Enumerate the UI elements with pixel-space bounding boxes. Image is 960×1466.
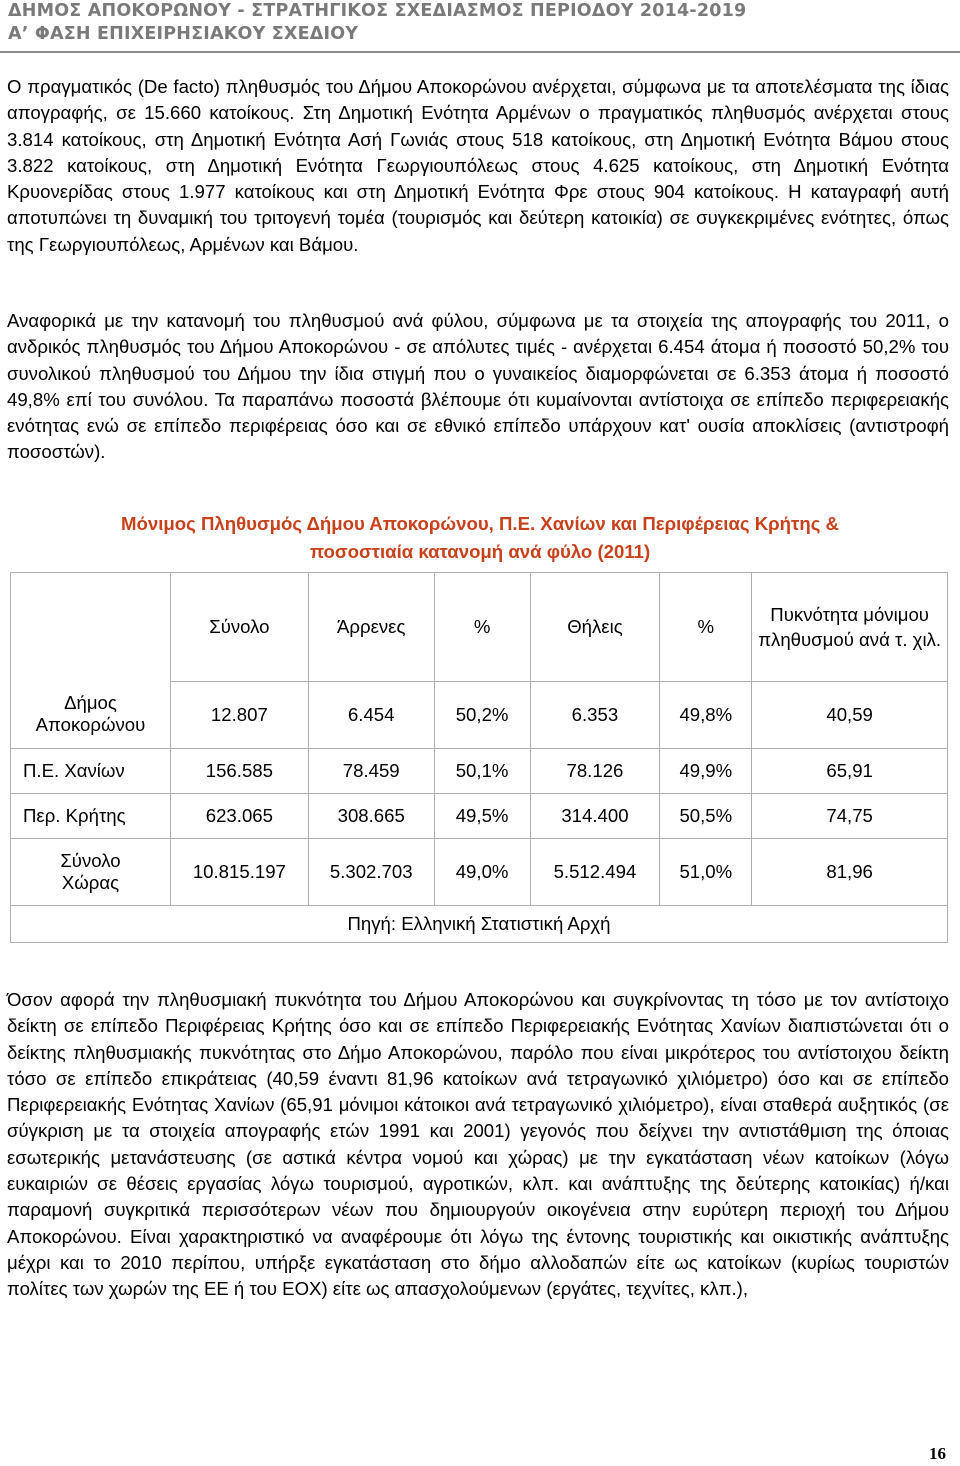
cell-female-pct: 49,9% xyxy=(660,748,752,793)
row-label: Σύνολο Χώρας xyxy=(11,838,171,905)
table-row xyxy=(11,793,948,838)
cell-male: 78.459 xyxy=(308,748,434,793)
population-table xyxy=(10,572,948,943)
cell-total: 10.815.197 xyxy=(170,838,308,905)
table-title-line1: Μόνιμος Πληθυσμός Δήμου Αποκορώνου, Π.Ε. Χανίων και Περιφέρειας Κρήτης & xyxy=(121,513,839,534)
cell-density: 74,75 xyxy=(752,793,948,838)
row-label: Π.Ε. Χανίων xyxy=(11,748,171,793)
table-header-row xyxy=(11,573,948,682)
table-row xyxy=(11,748,948,793)
cell-male-pct: 49,0% xyxy=(434,838,530,905)
table-source: Πηγή: Ελληνική Στατιστική Αρχή xyxy=(11,905,948,942)
cell-density: 65,91 xyxy=(752,748,948,793)
header-divider xyxy=(0,51,960,53)
header-subtitle: Α’ ΦΑΣΗ ΕΠΙΧΕΙΡΗΣΙΑΚΟΥ ΣΧΕΔΙΟΥ xyxy=(8,24,359,44)
cell-female: 314.400 xyxy=(530,793,660,838)
paragraph-population-density: Όσον αφορά την πληθυσμιακή πυκνότητα του Δήμου Αποκορώνου και συγκρίνοντας τη τόσο με τον αντίστοιχο δείκτη σε επίπεδο Περιφέρειας Κρήτης όσο και σε επίπεδο Περιφερειακής Ενότητας Χανίων διαπιστώνεται ότι ο δείκτης πληθυσμιακής πυκνότητας στο Δήμο Αποκορώνου, παρόλο που είναι μικρότερος του αντίστοιχου δείκτη τόσο σε επίπεδο επικράτειας (40,59 έναντι 81,96 κατοίκων ανά τετραγωνικό χιλιόμετρο) όσο και σε επίπεδο Περιφερειακής Ενότητας Χανίων (65,91 μόνιμοι κάτοικοι ανά τετραγωνικό χιλιόμετρο), είναι σταθερά αυξητικός (σε σύγκριση με τα στοιχεία απογραφής ετών 1991 και 2001) γεγονός που δείχνει την αντιστάθμιση της όποιας εσωτερικής μετανάστευσης (σε αστικά κέντρα νομού και χώρας) με την εγκατάσταση νέων κατοίκων (λόγω ευκαιριών σε θέσεις εργασίας λόγω τουρισμού, αγροτικών, κλπ. και ανάπτυξης της δεύτερης κατοικίας) ή/και παραμονή συγκριτικά περισσότερων νέων που δημιουργούν οικογένεια στην ευρύτερη περιοχή του Δήμου Αποκορώνου. Είναι χαρακτηριστικό να αναφέρουμε ότι λόγω της έντονης τουριστικής και οικιστικής ανάπτυξης μέχρι και το 2010 περίπου, υπήρξε εγκατάσταση στο δήμο αλλοδαπών είτε ως κατοίκων (κυρίως τουριστών πολίτες των χωρών της ΕΕ ή του ΕΟΧ) είτε ως απασχολούμενων (εργάτες, τεχνίτες, κλπ.), xyxy=(7,989,949,1300)
col-header-total: Σύνολο xyxy=(170,573,308,682)
row-label: Δήμος Αποκορώνου xyxy=(11,681,171,748)
cell-female: 6.353 xyxy=(530,681,660,748)
document-header xyxy=(8,0,948,46)
cell-male-pct: 50,1% xyxy=(434,748,530,793)
cell-total: 623.065 xyxy=(170,793,308,838)
cell-density: 81,96 xyxy=(752,838,948,905)
header-title: ΔΗΜΟΣ ΑΠΟΚΟΡΩΝΟΥ - ΣΤΡΑΤΗΓΙΚΟΣ ΣΧΕΔΙΑΣΜΟΣ ΠΕΡΙΟΔΟΥ 2014-2019 xyxy=(8,1,747,21)
page-number: 16 xyxy=(929,1444,946,1463)
paragraph-gender-distribution: Αναφορικά με την κατανομή του πληθυσμού ανά φύλου, σύμφωνα με τα στοιχεία της απογραφής του 2011, ο ανδρικός πληθυσμός του Δήμου Αποκορώνου - σε απόλυτες τιμές - ανέρχεται 6.454 άτομα ή ποσοστό 50,2% του συνολικού πληθυσμού του Δήμου την ίδια στιγμή που ο γυναικείος διαμορφώνεται σε 6.353 άτομα ή ποσοστό 49,8% επί του συνόλου. Τα παραπάνω ποσοστά βλέπουμε ότι κυμαίνονται αντίστοιχα σε επίπεδο περιφερειακής ενότητας ενώ σε επίπεδο περιφέρειας όσο και σε εθνικό επίπεδο υπάρχουν κατ' ουσία αποκλίσεις (αντιστροφή ποσοστών). xyxy=(7,310,949,463)
col-header-male: Άρρενες xyxy=(308,573,434,682)
header-empty-cell xyxy=(11,573,171,682)
cell-male-pct: 50,2% xyxy=(434,681,530,748)
cell-female: 78.126 xyxy=(530,748,660,793)
table-title xyxy=(40,510,920,566)
cell-male: 308.665 xyxy=(308,793,434,838)
col-header-density: Πυκνότητα μόνιμου πληθυσμού ανά τ. χιλ. xyxy=(752,573,948,682)
cell-female-pct: 49,8% xyxy=(660,681,752,748)
table-row xyxy=(11,838,948,905)
paragraph-de-facto-population: Ο πραγματικός (De facto) πληθυσμός του Δήμου Αποκορώνου ανέρχεται, σύμφωνα με τα αποτελέσματα της ίδιας απογραφής, σε 15.660 κατοίκους. Στη Δημοτική Ενότητα Αρμένων ο πραγματικός πληθυσμός ανέρχεται στους 3.814 κατοίκους, στη Δημοτική Ενότητα Ασή Γωνιάς στους 518 κατοίκους, στη Δημοτική Ενότητα Βάμου στους 3.822 κατοίκους, στη Δημοτική Ενότητα Γεωργιουπόλεως στους 4.625 κατοίκους, στη Δημοτική Ενότητα Κρυονερίδας στους 1.977 κατοίκους και στη Δημοτική Ενότητα Φρε στους 904 κατοίκους. Η καταγραφή αυτή αποτυπώνει τη δυναμική του τριτογενή τομέα (τουρισμός και δεύτερη κατοικία) σε συγκεκριμένες ενότητες, όπως της Γεωργιουπόλεως, Αρμένων και Βάμου. xyxy=(7,76,949,255)
cell-female-pct: 50,5% xyxy=(660,793,752,838)
table-title-line2: ποσοστιαία κατανομή ανά φύλο (2011) xyxy=(309,541,651,562)
col-header-male-pct: % xyxy=(434,573,530,682)
table-source-row xyxy=(11,905,948,942)
cell-female: 5.512.494 xyxy=(530,838,660,905)
col-header-female-pct: % xyxy=(660,573,752,682)
cell-density: 40,59 xyxy=(752,681,948,748)
col-header-female: Θήλεις xyxy=(530,573,660,682)
cell-male: 6.454 xyxy=(308,681,434,748)
cell-total: 12.807 xyxy=(170,681,308,748)
cell-female-pct: 51,0% xyxy=(660,838,752,905)
cell-male-pct: 49,5% xyxy=(434,793,530,838)
cell-male: 5.302.703 xyxy=(308,838,434,905)
row-label: Περ. Κρήτης xyxy=(11,793,171,838)
cell-total: 156.585 xyxy=(170,748,308,793)
table-row xyxy=(11,681,948,748)
